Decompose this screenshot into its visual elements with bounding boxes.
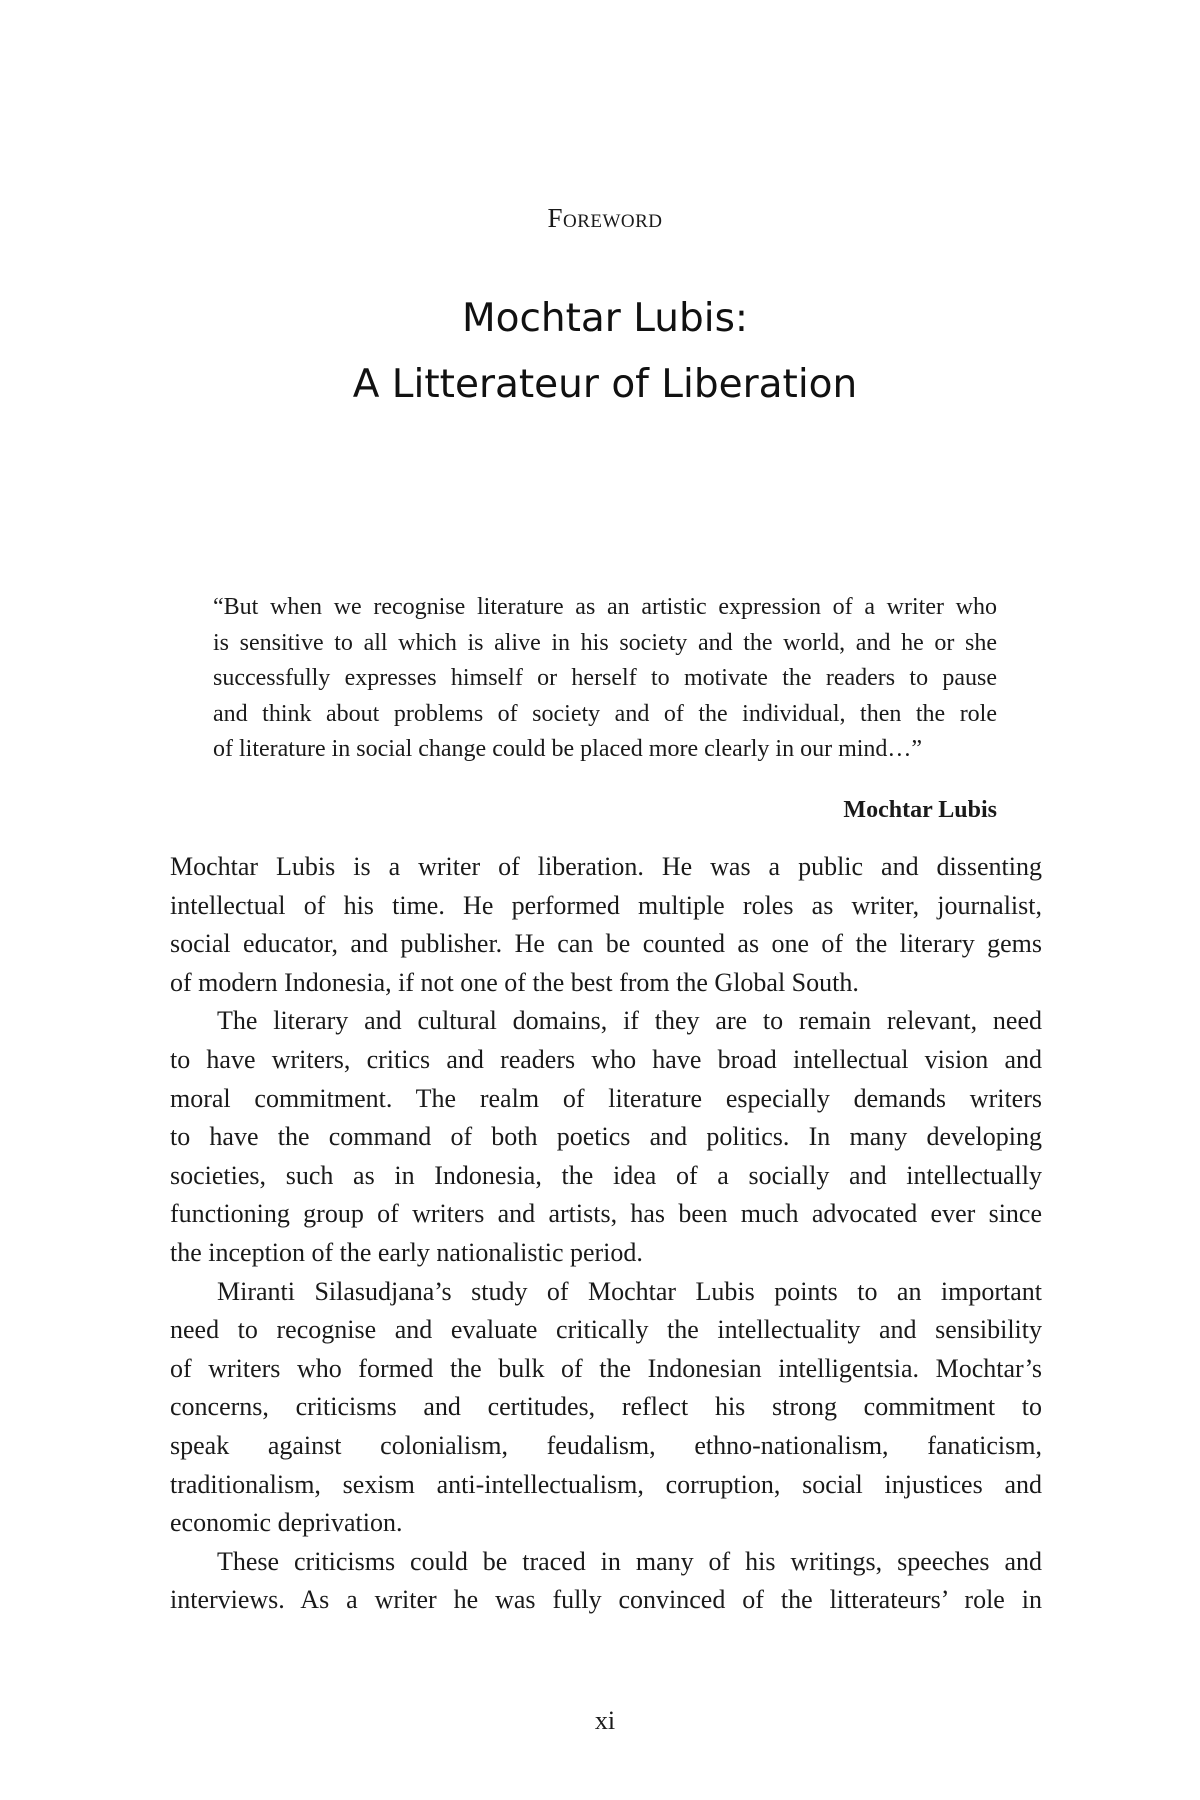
paragraph-1	[170, 848, 1042, 1002]
epigraph	[213, 590, 997, 768]
epigraph-line: successfully expresses himself or herself to motivate the readers to pause	[213, 665, 997, 691]
body-line: economic deprivation.	[170, 1508, 403, 1538]
body-line: of modern Indonesia, if not one of the best from the Global South.	[170, 967, 859, 997]
section-label: Foreword	[547, 203, 663, 233]
epigraph-line: “But when we recognise literature as an artistic expression of a writer who	[213, 594, 997, 620]
paragraph-2	[170, 1002, 1042, 1272]
chapter-title-line-1: Mochtar Lubis:	[461, 296, 749, 341]
body-line: The literary and cultural domains, if they are to remain relevant, need	[217, 1006, 1042, 1036]
body-line: of writers who formed the bulk of the Indonesian intelligentsia. Mochtar’s	[170, 1353, 1042, 1383]
body-line: social educator, and publisher. He can be counted as one of the literary gems	[170, 929, 1042, 959]
epigraph-line: of literature in social change could be placed more clearly in our mind…”	[213, 736, 923, 762]
epigraph-line: and think about problems of society and of the individual, then the role	[213, 700, 997, 727]
body-line: to have the command of both poetics and politics. In many developing	[170, 1122, 1042, 1152]
body-line: These criticisms could be traced in many of his writings, speeches and	[217, 1546, 1042, 1576]
epigraph-attribution: Mochtar Lubis	[843, 797, 997, 823]
body-text	[170, 848, 1042, 1620]
page-number: xi	[594, 1706, 616, 1735]
body-line: Mochtar Lubis is a writer of liberation. He was a public and dissenting	[170, 852, 1042, 881]
body-line: societies, such as in Indonesia, the idea of a socially and intellectually	[170, 1160, 1042, 1190]
paragraph-4	[170, 1543, 1042, 1620]
body-line: to have writers, critics and readers who have broad intellectual vision and	[170, 1044, 1042, 1074]
body-line: need to recognise and evaluate critically the intellectuality and sensibility	[170, 1315, 1042, 1345]
chapter-title-line-2: A Litterateur of Liberation	[352, 362, 858, 407]
body-line: moral commitment. The realm of literature especially demands writers	[170, 1083, 1042, 1113]
body-line: speak against colonialism, feudalism, ethno-nationalism, fanaticism,	[170, 1430, 1042, 1460]
epigraph-line: is sensitive to all which is alive in his society and the world, and he or she	[213, 629, 997, 656]
body-line: functioning group of writers and artists, has been much advocated ever since	[170, 1199, 1042, 1229]
body-line: Miranti Silasudjana’s study of Mochtar Lubis points to an important	[217, 1276, 1042, 1306]
body-line: interviews. As a writer he was fully convinced of the litterateurs’ role in	[170, 1585, 1042, 1615]
body-line: intellectual of his time. He performed multiple roles as writer, journalist,	[170, 890, 1042, 920]
paragraph-3	[170, 1273, 1042, 1543]
body-line: traditionalism, sexism anti-intellectualism, corruption, social injustices and	[170, 1469, 1042, 1499]
body-line: concerns, criticisms and certitudes, reflect his strong commitment to	[170, 1392, 1042, 1422]
body-line: the inception of the early nationalistic period.	[170, 1237, 643, 1267]
